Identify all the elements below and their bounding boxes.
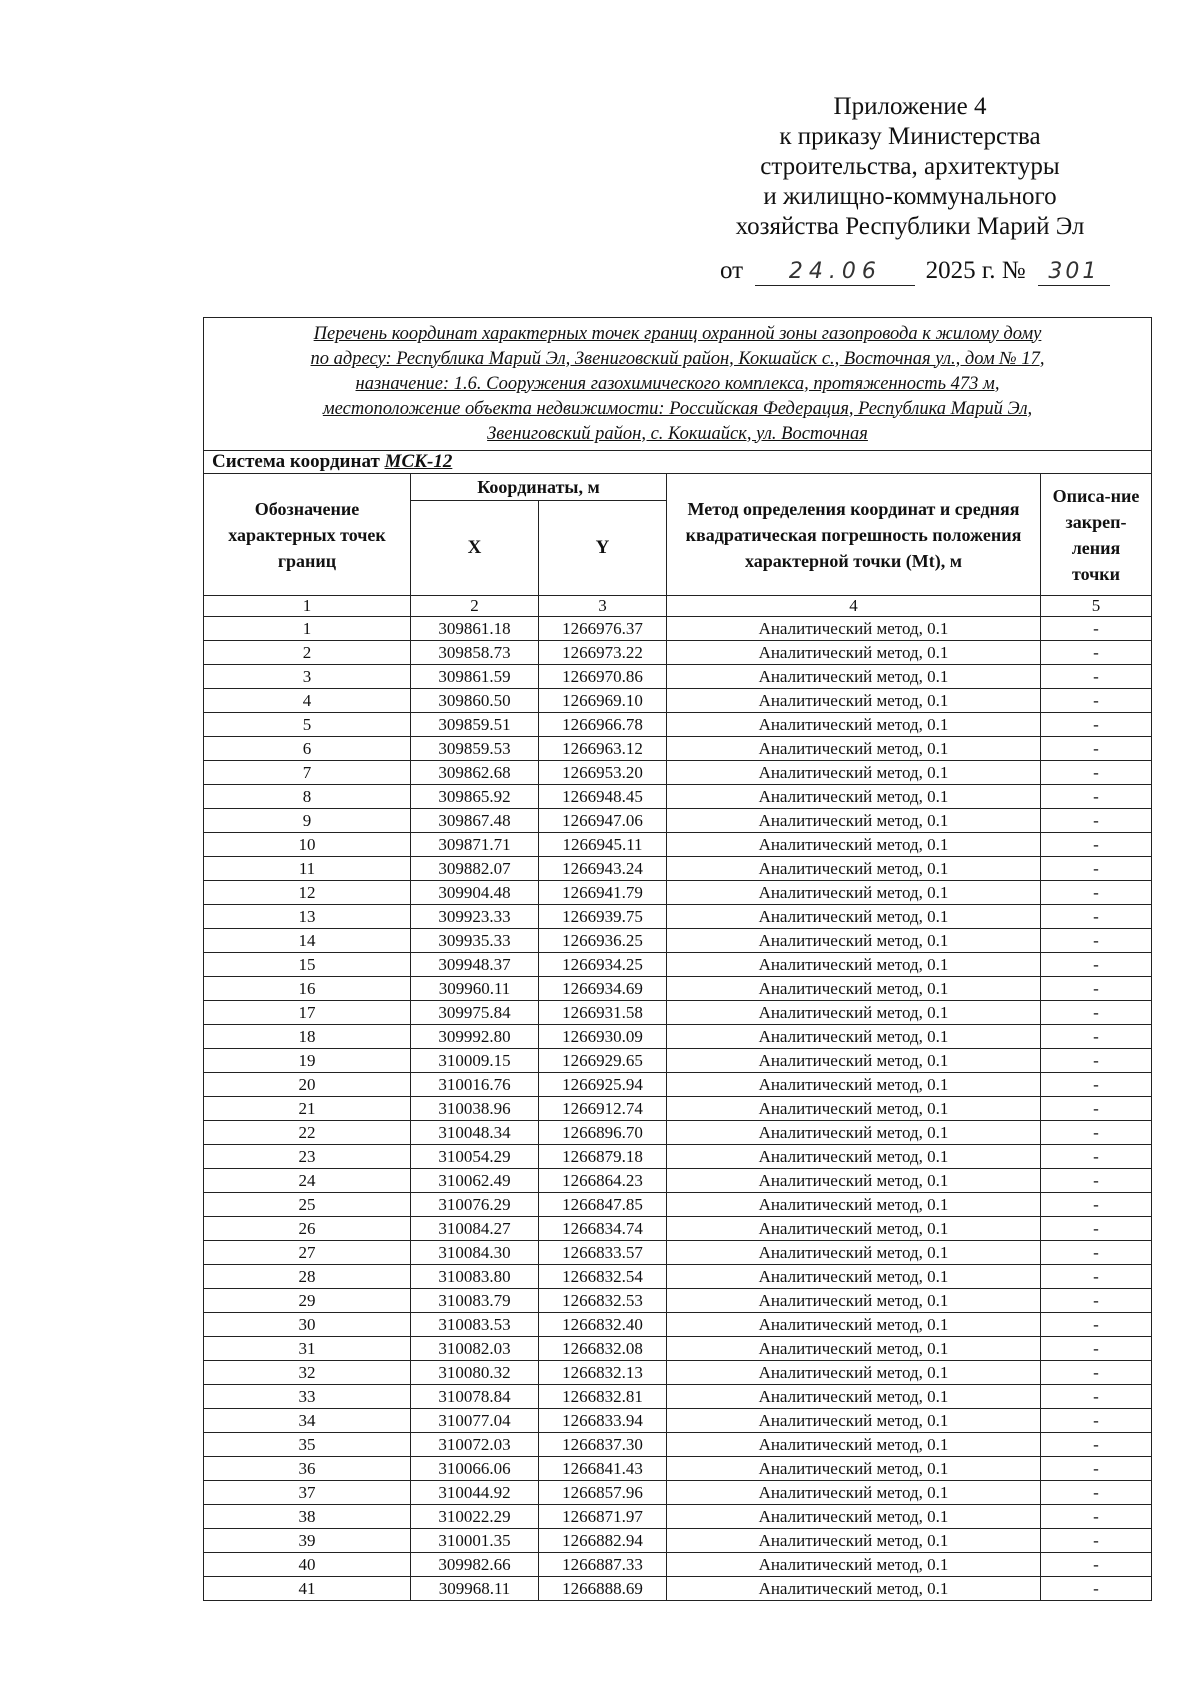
x-coordinate-cell: 309982.66 [411,1553,539,1577]
method-cell: Аналитический метод, 0.1 [667,929,1041,953]
method-cell: Аналитический метод, 0.1 [667,1169,1041,1193]
method-cell: Аналитический метод, 0.1 [667,1553,1041,1577]
table-row [204,1385,1152,1409]
x-coordinate-cell: 310078.84 [411,1385,539,1409]
method-cell: Аналитический метод, 0.1 [667,1073,1041,1097]
description-cell: - [1041,1481,1152,1505]
table-row [204,1361,1152,1385]
header-line: хозяйства Республики Марий Эл [735,213,1085,240]
table-row [204,641,1152,665]
column-number-row [204,596,1152,617]
table-row [204,1121,1152,1145]
table-row [204,857,1152,881]
description-cell: - [1041,689,1152,713]
y-coordinate-cell: 1266832.08 [539,1337,667,1361]
x-coordinate-cell: 309975.84 [411,1001,539,1025]
method-cell: Аналитический метод, 0.1 [667,905,1041,929]
table-row [204,1217,1152,1241]
description-cell: - [1041,1121,1152,1145]
point-number-cell: 22 [204,1121,411,1145]
description-cell: - [1041,857,1152,881]
method-cell: Аналитический метод, 0.1 [667,833,1041,857]
point-number-cell: 7 [204,761,411,785]
x-coordinate-cell: 309923.33 [411,905,539,929]
point-number-cell: 41 [204,1577,411,1601]
point-number-cell: 24 [204,1169,411,1193]
y-coordinate-cell: 1266929.65 [539,1049,667,1073]
table-title-line: местоположение объекта недвижимости: Российская Федерация, Республика Марий Эл, [322,398,1033,419]
method-cell: Аналитический метод, 0.1 [667,785,1041,809]
x-coordinate-cell: 310022.29 [411,1505,539,1529]
table-title-line: Звениговский район, с. Кокшайск, ул. Восточная [487,423,868,444]
description-cell: - [1041,1361,1152,1385]
point-number-cell: 10 [204,833,411,857]
description-cell: - [1041,641,1152,665]
description-cell: - [1041,1001,1152,1025]
description-cell: - [1041,1289,1152,1313]
table-row [204,761,1152,785]
y-coordinate-cell: 1266834.74 [539,1217,667,1241]
y-coordinate-cell: 1266945.11 [539,833,667,857]
description-cell: - [1041,1049,1152,1073]
y-coordinate-cell: 1266888.69 [539,1577,667,1601]
method-cell: Аналитический метод, 0.1 [667,1217,1041,1241]
description-cell: - [1041,929,1152,953]
y-coordinate-cell: 1266833.57 [539,1241,667,1265]
column-header-y: Y [539,501,667,596]
x-coordinate-cell: 309858.73 [411,641,539,665]
x-coordinate-cell: 310080.32 [411,1361,539,1385]
x-coordinate-cell: 310044.92 [411,1481,539,1505]
y-coordinate-cell: 1266837.30 [539,1433,667,1457]
point-number-cell: 12 [204,881,411,905]
method-cell: Аналитический метод, 0.1 [667,1097,1041,1121]
column-number: 1 [204,596,411,617]
table-row [204,1505,1152,1529]
x-coordinate-cell: 310016.76 [411,1073,539,1097]
table-title-line: Перечень координат характерных точек границ охранной зоны газопровода к жилому дому [313,323,1042,344]
x-coordinate-cell: 310084.27 [411,1217,539,1241]
column-number: 5 [1041,596,1152,617]
method-cell: Аналитический метод, 0.1 [667,761,1041,785]
x-coordinate-cell: 309871.71 [411,833,539,857]
table-row [204,1337,1152,1361]
method-cell: Аналитический метод, 0.1 [667,1481,1041,1505]
y-coordinate-cell: 1266864.23 [539,1169,667,1193]
x-coordinate-cell: 309948.37 [411,953,539,977]
description-cell: - [1041,1169,1152,1193]
column-header-coordinates: Координаты, м [411,474,667,501]
description-cell: - [1041,1025,1152,1049]
description-cell: - [1041,1529,1152,1553]
point-number-cell: 1 [204,617,411,641]
y-coordinate-cell: 1266970.86 [539,665,667,689]
point-number-cell: 38 [204,1505,411,1529]
table-row [204,1049,1152,1073]
description-cell: - [1041,881,1152,905]
table-row [204,1265,1152,1289]
description-cell: - [1041,761,1152,785]
method-cell: Аналитический метод, 0.1 [667,977,1041,1001]
method-cell: Аналитический метод, 0.1 [667,1409,1041,1433]
description-cell: - [1041,737,1152,761]
point-number-cell: 3 [204,665,411,689]
y-coordinate-cell: 1266973.22 [539,641,667,665]
coordinate-system-value: МСК-12 [384,451,453,472]
table-row [204,1073,1152,1097]
order-prefix: от [720,257,744,284]
method-cell: Аналитический метод, 0.1 [667,1337,1041,1361]
x-coordinate-cell: 309867.48 [411,809,539,833]
description-cell: - [1041,1073,1152,1097]
x-coordinate-cell: 309861.18 [411,617,539,641]
x-coordinate-cell: 310083.80 [411,1265,539,1289]
point-number-cell: 4 [204,689,411,713]
method-cell: Аналитический метод, 0.1 [667,1361,1041,1385]
description-cell: - [1041,809,1152,833]
x-coordinate-cell: 310083.53 [411,1313,539,1337]
x-coordinate-cell: 310077.04 [411,1409,539,1433]
y-coordinate-cell: 1266882.94 [539,1529,667,1553]
point-number-cell: 15 [204,953,411,977]
y-coordinate-cell: 1266947.06 [539,809,667,833]
x-coordinate-cell: 310082.03 [411,1337,539,1361]
method-cell: Аналитический метод, 0.1 [667,1289,1041,1313]
x-coordinate-cell: 310076.29 [411,1193,539,1217]
description-cell: - [1041,977,1152,1001]
column-number: 4 [667,596,1041,617]
table-row [204,1481,1152,1505]
x-coordinate-cell: 309960.11 [411,977,539,1001]
description-cell: - [1041,905,1152,929]
x-coordinate-cell: 309968.11 [411,1577,539,1601]
method-cell: Аналитический метод, 0.1 [667,857,1041,881]
description-cell: - [1041,1217,1152,1241]
y-coordinate-cell: 1266841.43 [539,1457,667,1481]
point-number-cell: 32 [204,1361,411,1385]
table-row [204,953,1152,977]
x-coordinate-cell: 310072.03 [411,1433,539,1457]
x-coordinate-cell: 309992.80 [411,1025,539,1049]
x-coordinate-cell: 309882.07 [411,857,539,881]
method-cell: Аналитический метод, 0.1 [667,1145,1041,1169]
description-cell: - [1041,1241,1152,1265]
description-cell: - [1041,1457,1152,1481]
table-row [204,1457,1152,1481]
method-cell: Аналитический метод, 0.1 [667,689,1041,713]
table-title-line: по адресу: Республика Марий Эл, Звениговский район, Кокшайск с., Восточная ул., дом № 17, [310,348,1045,369]
y-coordinate-cell: 1266832.40 [539,1313,667,1337]
y-coordinate-cell: 1266896.70 [539,1121,667,1145]
y-coordinate-cell: 1266832.13 [539,1361,667,1385]
y-coordinate-cell: 1266871.97 [539,1505,667,1529]
point-number-cell: 9 [204,809,411,833]
table-row [204,1289,1152,1313]
table-row [204,929,1152,953]
description-cell: - [1041,1145,1152,1169]
y-coordinate-cell: 1266925.94 [539,1073,667,1097]
method-cell: Аналитический метод, 0.1 [667,1049,1041,1073]
point-number-cell: 37 [204,1481,411,1505]
description-cell: - [1041,665,1152,689]
method-cell: Аналитический метод, 0.1 [667,1529,1041,1553]
order-reference [720,256,1140,286]
table-row [204,1313,1152,1337]
description-cell: - [1041,1577,1152,1601]
y-coordinate-cell: 1266943.24 [539,857,667,881]
x-coordinate-cell: 310054.29 [411,1145,539,1169]
y-coordinate-cell: 1266939.75 [539,905,667,929]
method-cell: Аналитический метод, 0.1 [667,641,1041,665]
x-coordinate-cell: 310066.06 [411,1457,539,1481]
table-row [204,1409,1152,1433]
point-number-cell: 6 [204,737,411,761]
table-row [204,1001,1152,1025]
table-row [204,713,1152,737]
method-cell: Аналитический метод, 0.1 [667,1313,1041,1337]
method-cell: Аналитический метод, 0.1 [667,1577,1041,1601]
y-coordinate-cell: 1266934.25 [539,953,667,977]
point-number-cell: 28 [204,1265,411,1289]
method-cell: Аналитический метод, 0.1 [667,809,1041,833]
method-cell: Аналитический метод, 0.1 [667,1433,1041,1457]
method-cell: Аналитический метод, 0.1 [667,1385,1041,1409]
point-number-cell: 17 [204,1001,411,1025]
coordinates-table [203,317,1152,1601]
y-coordinate-cell: 1266833.94 [539,1409,667,1433]
description-cell: - [1041,1097,1152,1121]
method-cell: Аналитический метод, 0.1 [667,737,1041,761]
y-coordinate-cell: 1266953.20 [539,761,667,785]
y-coordinate-cell: 1266847.85 [539,1193,667,1217]
x-coordinate-cell: 309904.48 [411,881,539,905]
order-date: 24.06 [755,259,915,286]
y-coordinate-cell: 1266934.69 [539,977,667,1001]
x-coordinate-cell: 310048.34 [411,1121,539,1145]
point-number-cell: 26 [204,1217,411,1241]
x-coordinate-cell: 309865.92 [411,785,539,809]
table-title [204,318,1152,451]
point-number-cell: 8 [204,785,411,809]
y-coordinate-cell: 1266976.37 [539,617,667,641]
table-row [204,1433,1152,1457]
table-row [204,785,1152,809]
table-row [204,1553,1152,1577]
method-cell: Аналитический метод, 0.1 [667,1193,1041,1217]
y-coordinate-cell: 1266936.25 [539,929,667,953]
point-number-cell: 19 [204,1049,411,1073]
appendix-header [690,92,1130,242]
description-cell: - [1041,1265,1152,1289]
description-cell: - [1041,1313,1152,1337]
y-coordinate-cell: 1266832.54 [539,1265,667,1289]
table-row [204,1145,1152,1169]
table-row [204,977,1152,1001]
y-coordinate-cell: 1266832.81 [539,1385,667,1409]
description-cell: - [1041,1337,1152,1361]
table-title-line: назначение: 1.6. Сооружения газохимического комплекса, протяженность 473 м, [355,373,1000,394]
method-cell: Аналитический метод, 0.1 [667,713,1041,737]
table-row [204,1169,1152,1193]
table-row [204,1529,1152,1553]
point-number-cell: 34 [204,1409,411,1433]
order-year: 2025 г. № [925,257,1026,284]
table-row [204,881,1152,905]
y-coordinate-cell: 1266931.58 [539,1001,667,1025]
coordinate-system-label: Система координат [212,451,380,472]
header-line: к приказу Министерства [779,123,1041,150]
point-number-cell: 29 [204,1289,411,1313]
y-coordinate-cell: 1266963.12 [539,737,667,761]
y-coordinate-cell: 1266879.18 [539,1145,667,1169]
description-cell: - [1041,1433,1152,1457]
table-row [204,1577,1152,1601]
y-coordinate-cell: 1266912.74 [539,1097,667,1121]
x-coordinate-cell: 309935.33 [411,929,539,953]
table-row [204,905,1152,929]
description-cell: - [1041,1505,1152,1529]
column-number: 2 [411,596,539,617]
description-cell: - [1041,833,1152,857]
point-number-cell: 21 [204,1097,411,1121]
table-row [204,1241,1152,1265]
y-coordinate-cell: 1266832.53 [539,1289,667,1313]
y-coordinate-cell: 1266969.10 [539,689,667,713]
method-cell: Аналитический метод, 0.1 [667,617,1041,641]
point-number-cell: 11 [204,857,411,881]
x-coordinate-cell: 309859.53 [411,737,539,761]
table-row [204,737,1152,761]
method-cell: Аналитический метод, 0.1 [667,1241,1041,1265]
table-row [204,617,1152,641]
y-coordinate-cell: 1266887.33 [539,1553,667,1577]
y-coordinate-cell: 1266930.09 [539,1025,667,1049]
x-coordinate-cell: 310062.49 [411,1169,539,1193]
method-cell: Аналитический метод, 0.1 [667,1001,1041,1025]
x-coordinate-cell: 310009.15 [411,1049,539,1073]
table-row [204,833,1152,857]
x-coordinate-cell: 310001.35 [411,1529,539,1553]
point-number-cell: 25 [204,1193,411,1217]
point-number-cell: 35 [204,1433,411,1457]
table-row [204,1025,1152,1049]
column-header-designation: Обозначение характерных точек границ [204,474,411,596]
description-cell: - [1041,1385,1152,1409]
x-coordinate-cell: 309859.51 [411,713,539,737]
description-cell: - [1041,1409,1152,1433]
table-row [204,1193,1152,1217]
header-line: строительства, архитектуры [760,153,1060,180]
point-number-cell: 23 [204,1145,411,1169]
point-number-cell: 20 [204,1073,411,1097]
y-coordinate-cell: 1266941.79 [539,881,667,905]
description-cell: - [1041,1553,1152,1577]
column-header-description: Описа-ние закреп-ления точки [1041,474,1152,596]
description-cell: - [1041,713,1152,737]
description-cell: - [1041,1193,1152,1217]
point-number-cell: 33 [204,1385,411,1409]
method-cell: Аналитический метод, 0.1 [667,665,1041,689]
x-coordinate-cell: 309861.59 [411,665,539,689]
description-cell: - [1041,617,1152,641]
point-number-cell: 13 [204,905,411,929]
table-row [204,665,1152,689]
point-number-cell: 30 [204,1313,411,1337]
method-cell: Аналитический метод, 0.1 [667,881,1041,905]
table-row [204,809,1152,833]
point-number-cell: 14 [204,929,411,953]
description-cell: - [1041,953,1152,977]
coordinate-system [204,451,1152,474]
point-number-cell: 40 [204,1553,411,1577]
description-cell: - [1041,785,1152,809]
x-coordinate-cell: 309862.68 [411,761,539,785]
order-number: 301 [1038,259,1110,286]
y-coordinate-cell: 1266857.96 [539,1481,667,1505]
x-coordinate-cell: 310083.79 [411,1289,539,1313]
point-number-cell: 5 [204,713,411,737]
table-row [204,689,1152,713]
column-header-method: Метод определения координат и средняя квадратическая погрешность положения характерной точки (Mt), м [667,474,1041,596]
point-number-cell: 31 [204,1337,411,1361]
method-cell: Аналитический метод, 0.1 [667,1457,1041,1481]
table-row [204,1097,1152,1121]
method-cell: Аналитический метод, 0.1 [667,1265,1041,1289]
point-number-cell: 36 [204,1457,411,1481]
x-coordinate-cell: 310038.96 [411,1097,539,1121]
point-number-cell: 2 [204,641,411,665]
column-header-x: X [411,501,539,596]
x-coordinate-cell: 309860.50 [411,689,539,713]
header-line: Приложение 4 [833,93,987,120]
x-coordinate-cell: 310084.30 [411,1241,539,1265]
method-cell: Аналитический метод, 0.1 [667,1505,1041,1529]
header-line: и жилищно-коммунального [763,183,1057,210]
point-number-cell: 27 [204,1241,411,1265]
y-coordinate-cell: 1266966.78 [539,713,667,737]
method-cell: Аналитический метод, 0.1 [667,953,1041,977]
point-number-cell: 39 [204,1529,411,1553]
point-number-cell: 18 [204,1025,411,1049]
column-number: 3 [539,596,667,617]
y-coordinate-cell: 1266948.45 [539,785,667,809]
point-number-cell: 16 [204,977,411,1001]
method-cell: Аналитический метод, 0.1 [667,1025,1041,1049]
method-cell: Аналитический метод, 0.1 [667,1121,1041,1145]
